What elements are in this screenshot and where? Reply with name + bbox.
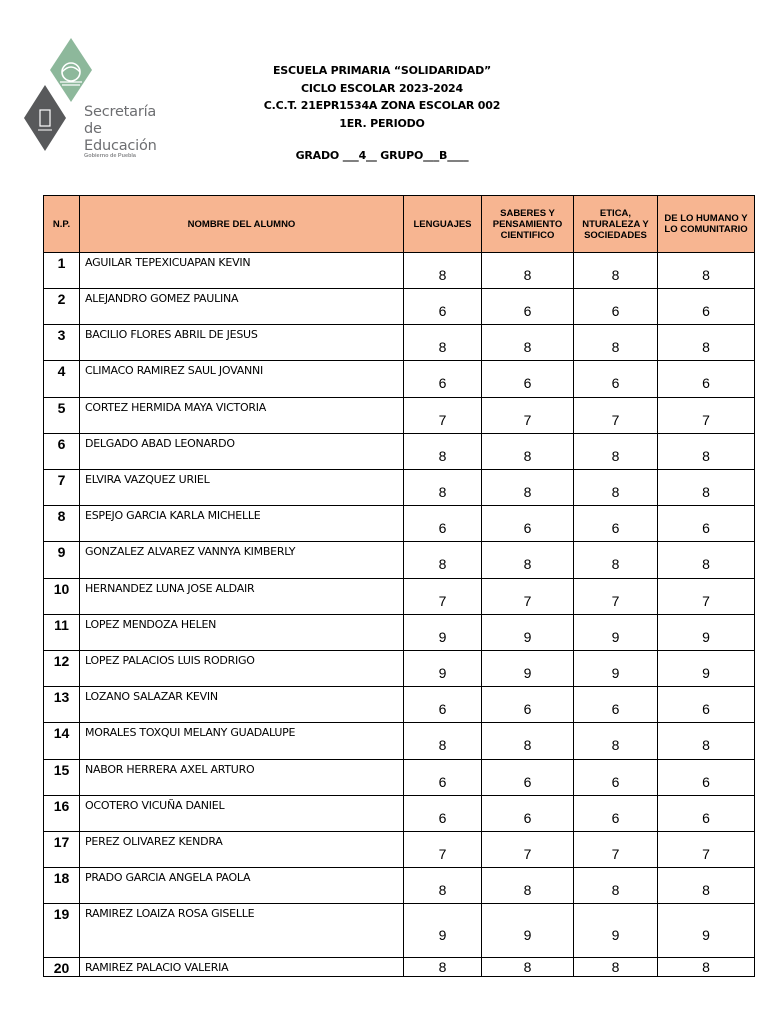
table-row bbox=[44, 579, 755, 615]
grade-lenguajes: 6 bbox=[404, 361, 482, 398]
document-header bbox=[232, 62, 532, 132]
grade-lenguajes: 7 bbox=[404, 832, 482, 868]
grade-humano: 6 bbox=[658, 361, 755, 398]
grade-etica: 8 bbox=[574, 470, 658, 506]
logo-line-2: de Educación bbox=[84, 121, 157, 154]
grade-lenguajes: 9 bbox=[404, 651, 482, 687]
grade-saberes: 6 bbox=[482, 760, 574, 796]
student-number: 1 bbox=[44, 253, 80, 289]
student-name: MORALES TOXQUI MELANY GUADALUPE bbox=[80, 723, 404, 760]
grade-lenguajes: 8 bbox=[404, 325, 482, 361]
header-humano: DE LO HUMANO Y LO COMUNITARIO bbox=[658, 196, 755, 253]
student-name: RAMIREZ LOAIZA ROSA GISELLE bbox=[80, 904, 404, 958]
student-name: LOPEZ PALACIOS LUIS RODRIGO bbox=[80, 651, 404, 687]
grade-saberes: 8 bbox=[482, 253, 574, 289]
grade-lenguajes: 6 bbox=[404, 687, 482, 723]
grade-lenguajes: 8 bbox=[404, 723, 482, 760]
grade-etica: 6 bbox=[574, 506, 658, 542]
grade-humano: 8 bbox=[658, 542, 755, 579]
student-number: 7 bbox=[44, 470, 80, 506]
table-header-row bbox=[44, 196, 755, 253]
school-period: 1ER. PERIODO bbox=[339, 116, 425, 130]
grade-saberes: 6 bbox=[482, 361, 574, 398]
table-row bbox=[44, 361, 755, 398]
grade-humano: 7 bbox=[658, 398, 755, 434]
grade-etica: 7 bbox=[574, 832, 658, 868]
student-number: 16 bbox=[44, 796, 80, 832]
table-row bbox=[44, 506, 755, 542]
grade-lenguajes: 8 bbox=[404, 542, 482, 579]
student-number: 20 bbox=[44, 958, 80, 977]
secretaria-educacion-logo bbox=[24, 38, 164, 164]
student-number: 3 bbox=[44, 325, 80, 361]
student-name: GONZALEZ ALVAREZ VANNYA KIMBERLY bbox=[80, 542, 404, 579]
grade-humano: 8 bbox=[658, 470, 755, 506]
grade-etica: 8 bbox=[574, 723, 658, 760]
grade-etica: 8 bbox=[574, 434, 658, 470]
grade-etica: 8 bbox=[574, 958, 658, 977]
table-row bbox=[44, 687, 755, 723]
grade-lenguajes: 9 bbox=[404, 904, 482, 958]
grade-humano: 9 bbox=[658, 651, 755, 687]
student-number: 9 bbox=[44, 542, 80, 579]
grade-humano: 8 bbox=[658, 325, 755, 361]
school-cycle: CICLO ESCOLAR 2023-2024 bbox=[301, 81, 463, 95]
student-number: 11 bbox=[44, 615, 80, 651]
grade-lenguajes: 8 bbox=[404, 434, 482, 470]
table-row bbox=[44, 470, 755, 506]
table-row bbox=[44, 760, 755, 796]
grade-etica: 8 bbox=[574, 253, 658, 289]
grade-lenguajes: 8 bbox=[404, 470, 482, 506]
grade-saberes: 8 bbox=[482, 434, 574, 470]
grade-group-line: GRADO ___4__ GRUPO___B____ bbox=[295, 149, 469, 162]
header-np: N.P. bbox=[44, 196, 80, 253]
table-row bbox=[44, 832, 755, 868]
grade-humano: 9 bbox=[658, 615, 755, 651]
grade-etica: 6 bbox=[574, 289, 658, 325]
grade-humano: 6 bbox=[658, 796, 755, 832]
grade-lenguajes: 7 bbox=[404, 398, 482, 434]
student-number: 17 bbox=[44, 832, 80, 868]
student-name: NABOR HERRERA AXEL ARTURO bbox=[80, 760, 404, 796]
grade-lenguajes: 6 bbox=[404, 506, 482, 542]
student-name: LOZANO SALAZAR KEVIN bbox=[80, 687, 404, 723]
grade-humano: 8 bbox=[658, 434, 755, 470]
grade-saberes: 6 bbox=[482, 289, 574, 325]
student-number: 13 bbox=[44, 687, 80, 723]
grade-saberes: 8 bbox=[482, 868, 574, 904]
grade-saberes: 6 bbox=[482, 687, 574, 723]
grade-humano: 8 bbox=[658, 868, 755, 904]
grade-humano: 6 bbox=[658, 760, 755, 796]
grade-etica: 6 bbox=[574, 760, 658, 796]
grade-etica: 8 bbox=[574, 868, 658, 904]
grade-saberes: 9 bbox=[482, 651, 574, 687]
table-row bbox=[44, 904, 755, 958]
grade-humano: 7 bbox=[658, 579, 755, 615]
student-name: ESPEJO GARCIA KARLA MICHELLE bbox=[80, 506, 404, 542]
grade-etica: 8 bbox=[574, 542, 658, 579]
student-name: PEREZ OLIVAREZ KENDRA bbox=[80, 832, 404, 868]
grade-etica: 6 bbox=[574, 361, 658, 398]
table-row bbox=[44, 796, 755, 832]
student-name: DELGADO ABAD LEONARDO bbox=[80, 434, 404, 470]
logo-line-1: Secretaría bbox=[84, 104, 157, 120]
grade-etica: 6 bbox=[574, 796, 658, 832]
grades-table bbox=[43, 195, 755, 977]
student-name: AGUILAR TEPEXICUAPAN KEVIN bbox=[80, 253, 404, 289]
student-number: 19 bbox=[44, 904, 80, 958]
grade-etica: 9 bbox=[574, 904, 658, 958]
student-number: 18 bbox=[44, 868, 80, 904]
grade-saberes: 6 bbox=[482, 506, 574, 542]
school-name: ESCUELA PRIMARIA “SOLIDARIDAD” bbox=[272, 64, 492, 77]
student-name: ELVIRA VAZQUEZ URIEL bbox=[80, 470, 404, 506]
grade-etica: 9 bbox=[574, 651, 658, 687]
table-body bbox=[44, 253, 755, 977]
grade-etica: 6 bbox=[574, 687, 658, 723]
grade-lenguajes: 6 bbox=[404, 796, 482, 832]
student-number: 4 bbox=[44, 361, 80, 398]
grade-humano: 6 bbox=[658, 289, 755, 325]
grade-lenguajes: 7 bbox=[404, 579, 482, 615]
student-name: CLIMACO RAMIREZ SAUL JOVANNI bbox=[80, 361, 404, 398]
grade-etica: 8 bbox=[574, 325, 658, 361]
grade-lenguajes: 8 bbox=[404, 868, 482, 904]
grade-humano: 6 bbox=[658, 506, 755, 542]
table-row bbox=[44, 958, 755, 977]
header-name: NOMBRE DEL ALUMNO bbox=[80, 196, 404, 253]
table-row bbox=[44, 398, 755, 434]
header-etica: ETICA, NTURALEZA Y SOCIEDADES bbox=[574, 196, 658, 253]
table-row bbox=[44, 434, 755, 470]
grade-humano: 8 bbox=[658, 253, 755, 289]
grade-lenguajes: 8 bbox=[404, 958, 482, 977]
student-name: BACILIO FLORES ABRIL DE JESUS bbox=[80, 325, 404, 361]
student-number: 12 bbox=[44, 651, 80, 687]
student-name: LOPEZ MENDOZA HELEN bbox=[80, 615, 404, 651]
grade-saberes: 6 bbox=[482, 796, 574, 832]
student-number: 10 bbox=[44, 579, 80, 615]
grade-saberes: 9 bbox=[482, 904, 574, 958]
school-cct: C.C.T. 21EPR1534A ZONA ESCOLAR 002 bbox=[263, 99, 501, 112]
grade-etica: 7 bbox=[574, 579, 658, 615]
student-name: RAMIREZ PALACIO VALERIA bbox=[80, 958, 404, 977]
student-number: 5 bbox=[44, 398, 80, 434]
logo-line-3: Gobierno de Puebla bbox=[84, 153, 136, 159]
grade-lenguajes: 6 bbox=[404, 760, 482, 796]
grade-saberes: 7 bbox=[482, 579, 574, 615]
grade-saberes: 8 bbox=[482, 470, 574, 506]
student-number: 14 bbox=[44, 723, 80, 760]
table-row bbox=[44, 253, 755, 289]
table-row bbox=[44, 325, 755, 361]
table-row bbox=[44, 615, 755, 651]
table-row bbox=[44, 868, 755, 904]
student-number: 8 bbox=[44, 506, 80, 542]
grade-saberes: 9 bbox=[482, 615, 574, 651]
grade-humano: 6 bbox=[658, 687, 755, 723]
logo-text bbox=[84, 104, 164, 155]
grade-humano: 9 bbox=[658, 904, 755, 958]
student-name: OCOTERO VICUÑA DANIEL bbox=[80, 796, 404, 832]
student-name: ALEJANDRO GOMEZ PAULINA bbox=[80, 289, 404, 325]
grade-saberes: 7 bbox=[482, 398, 574, 434]
student-name: CORTEZ HERMIDA MAYA VICTORIA bbox=[80, 398, 404, 434]
student-number: 2 bbox=[44, 289, 80, 325]
grade-etica: 7 bbox=[574, 398, 658, 434]
table-row bbox=[44, 542, 755, 579]
table-row bbox=[44, 289, 755, 325]
grade-humano: 7 bbox=[658, 832, 755, 868]
table-row bbox=[44, 651, 755, 687]
student-name: PRADO GARCIA ANGELA PAOLA bbox=[80, 868, 404, 904]
grade-lenguajes: 9 bbox=[404, 615, 482, 651]
grade-saberes: 8 bbox=[482, 958, 574, 977]
header-lenguajes: LENGUAJES bbox=[404, 196, 482, 253]
grade-lenguajes: 6 bbox=[404, 289, 482, 325]
student-name: HERNANDEZ LUNA JOSE ALDAIR bbox=[80, 579, 404, 615]
grade-humano: 8 bbox=[658, 958, 755, 977]
grade-lenguajes: 8 bbox=[404, 253, 482, 289]
header-saberes: SABERES Y PENSAMIENTO CIENTIFICO bbox=[482, 196, 574, 253]
grade-saberes: 7 bbox=[482, 832, 574, 868]
student-number: 6 bbox=[44, 434, 80, 470]
grade-etica: 9 bbox=[574, 615, 658, 651]
grade-saberes: 8 bbox=[482, 542, 574, 579]
table-row bbox=[44, 723, 755, 760]
student-number: 15 bbox=[44, 760, 80, 796]
grade-saberes: 8 bbox=[482, 325, 574, 361]
grade-humano: 8 bbox=[658, 723, 755, 760]
grade-saberes: 8 bbox=[482, 723, 574, 760]
